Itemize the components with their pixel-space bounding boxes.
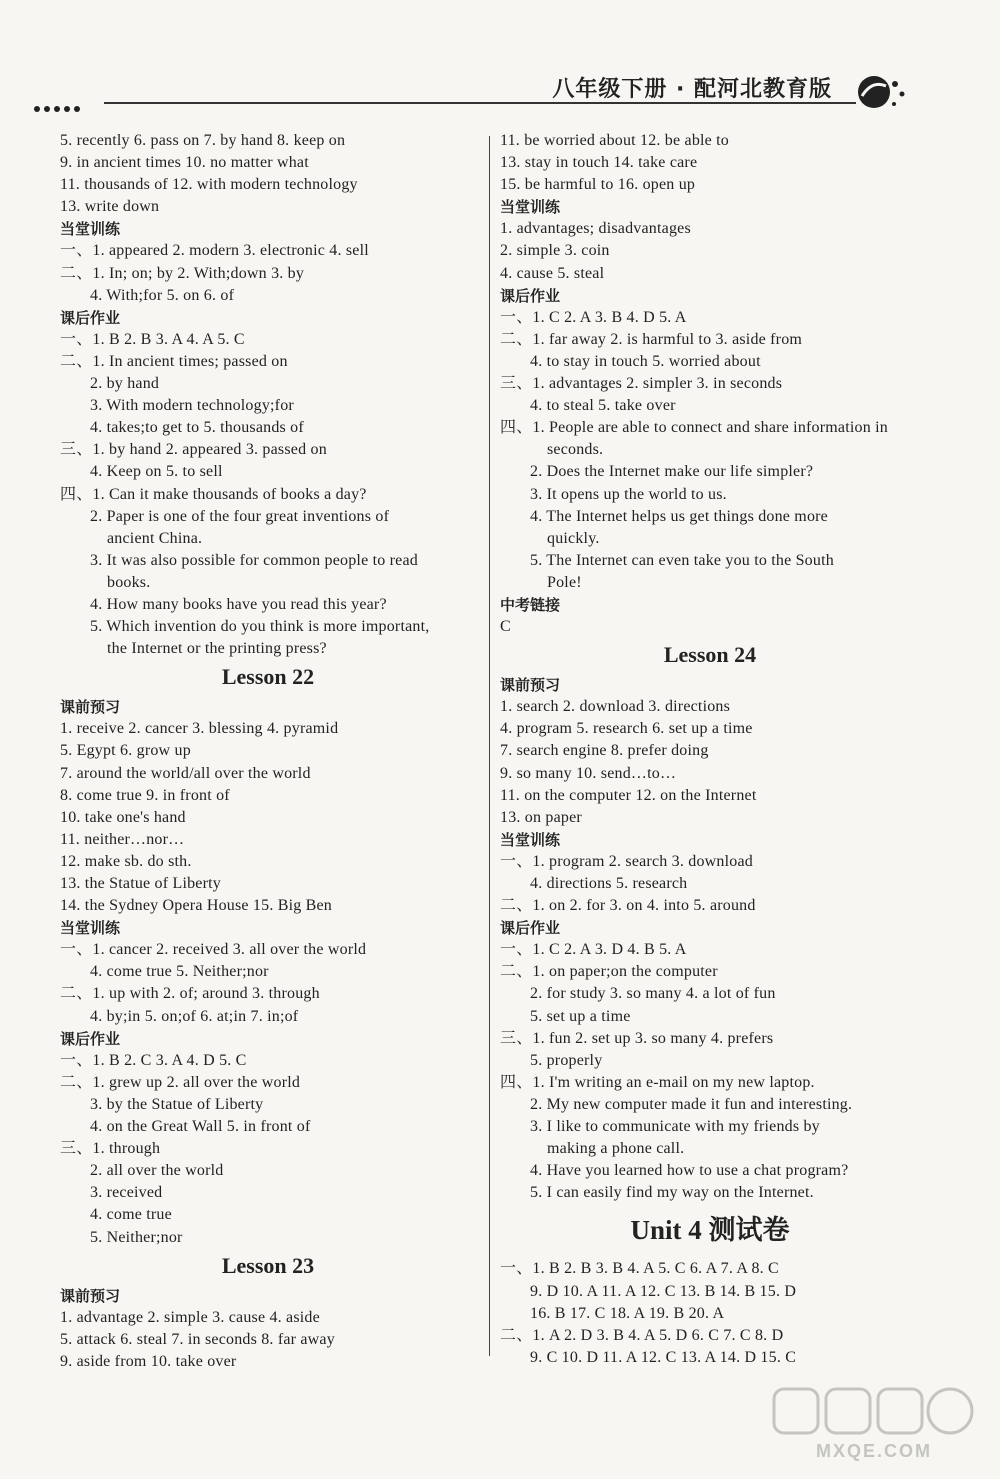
answer-line: 1. search 2. download 3. directions xyxy=(500,698,731,716)
answer-line: 4. Have you learned how to use a chat program? xyxy=(530,1162,849,1180)
answer-line: 13. the Statue of Liberty xyxy=(60,875,221,892)
answer-line: 2. My new computer made it fun and interesting. xyxy=(530,1095,853,1113)
answer-line: 2. Does the Internet make our life simpler? xyxy=(530,463,814,481)
answer-line: 4. directions 5. research xyxy=(530,875,688,892)
header-logo-icon xyxy=(852,70,912,112)
section-heading: 课后作业 xyxy=(60,308,121,327)
answer-line: Pole! xyxy=(547,573,582,591)
answer-line: 4. come true 5. Neither;nor xyxy=(90,963,269,981)
answer-line: 一、1. appeared 2. modern 3. electronic 4. sell xyxy=(60,242,369,260)
answer-line: 9. aside from 10. take over xyxy=(60,1352,237,1370)
section-heading: 当堂训练 xyxy=(60,919,121,938)
answer-line: 4. cause 5. steal xyxy=(500,264,605,282)
svg-text:MXQE.COM: MXQE.COM xyxy=(815,1441,933,1461)
answer-line: 四、1. Can it make thousands of books a day? xyxy=(60,485,367,503)
header-dots xyxy=(34,99,84,117)
section-heading: 课前预习 xyxy=(60,698,121,717)
answer-line: 4. The Internet helps us get things done more xyxy=(530,507,828,525)
answer-line: 二、1. on 2. for 3. on 4. into 5. around xyxy=(500,897,756,915)
answer-line: 一、1. B 2. C 3. A 4. D 5. C xyxy=(60,1051,247,1069)
answer-line: books. xyxy=(107,573,151,591)
answer-line: 二、1. far away 2. is harmful to 3. aside from xyxy=(500,330,803,348)
answer-line: 2. Paper is one of the four great inventions of xyxy=(90,507,390,525)
answer-line: 4. program 5. research 6. set up a time xyxy=(500,720,753,738)
answer-line: 1. advantages; disadvantages xyxy=(500,220,691,238)
header-rule xyxy=(104,102,856,104)
left-column xyxy=(60,130,476,1373)
answer-line: 二、1. A 2. D 3. B 4. A 5. D 6. C 7. C 8. D xyxy=(500,1326,784,1344)
answer-line: 4. to steal 5. take over xyxy=(530,397,676,415)
section-heading: 课前预习 xyxy=(500,676,561,695)
answer-line: 9. D 10. A 11. A 12. C 13. B 14. B 15. D xyxy=(530,1282,797,1300)
answer-line: 5. The Internet can even take you to the South xyxy=(530,551,834,569)
section-heading: 当堂训练 xyxy=(60,220,121,239)
answer-line: 13. stay in touch 14. take care xyxy=(500,154,698,172)
answer-line: 三、1. fun 2. set up 3. so many 4. prefers xyxy=(500,1029,774,1047)
answer-line: 2. all over the world xyxy=(90,1162,224,1180)
answer-line: 一、1. C 2. A 3. D 4. B 5. A xyxy=(500,941,687,959)
answer-line: 2. by hand xyxy=(90,375,160,393)
answer-line: ancient China. xyxy=(107,529,203,547)
lesson-title: Lesson 22 xyxy=(221,664,315,690)
answer-line: 一、1. B 2. B 3. B 4. A 5. C 6. A 7. A 8. C xyxy=(500,1260,779,1278)
answer-line: 二、1. In; on; by 2. With;down 3. by xyxy=(60,264,305,282)
answer-line: 1. receive 2. cancer 3. blessing 4. pyramid xyxy=(60,720,339,738)
answer-line: 四、1. People are able to connect and share information in xyxy=(500,419,888,437)
answer-line: 4. on the Great Wall 5. in front of xyxy=(90,1118,311,1136)
answer-line: 10. take one's hand xyxy=(60,808,186,826)
answer-line: 7. search engine 8. prefer doing xyxy=(500,742,709,760)
answer-line: 4. by;in 5. on;of 6. at;in 7. in;of xyxy=(90,1007,299,1025)
answer-line: 5. recently 6. pass on 7. by hand 8. keep on xyxy=(60,132,346,149)
answer-line: 二、1. up with 2. of; around 3. through xyxy=(60,985,320,1003)
answer-line: 5. attack 6. steal 7. in seconds 8. far away xyxy=(60,1330,335,1348)
section-heading: 课后作业 xyxy=(500,919,561,938)
lesson-title: Lesson 23 xyxy=(221,1252,315,1278)
section-heading: 中考链接 xyxy=(500,595,561,614)
answer-line: 8. come true 9. in front of xyxy=(60,786,230,804)
answer-line: 5. set up a time xyxy=(530,1007,631,1025)
answer-line: 一、1. B 2. B 3. A 4. A 5. C xyxy=(60,330,245,348)
answer-line: 5. Neither;nor xyxy=(90,1228,183,1246)
answer-line: 一、1. program 2. search 3. download xyxy=(500,852,753,870)
answer-line: 11. neither…nor… xyxy=(60,830,185,848)
answer-line: 9. so many 10. send…to… xyxy=(500,764,677,782)
answer-line: 3. With modern technology;for xyxy=(90,397,294,415)
answer-line: 4. takes;to get to 5. thousands of xyxy=(90,419,304,437)
answer-line: 二、1. grew up 2. all over the world xyxy=(60,1073,301,1091)
answer-line: 11. on the computer 12. on the Internet xyxy=(500,786,757,804)
answer-line: 13. write down xyxy=(60,198,160,216)
answer-line: 14. the Sydney Opera House 15. Big Ben xyxy=(60,897,333,915)
answer-line: seconds. xyxy=(547,441,604,459)
answer-line: C xyxy=(500,618,511,636)
answer-line: 4. to stay in touch 5. worried about xyxy=(530,352,761,370)
page-header-title: 八年级下册 · 配河北教育版 xyxy=(552,77,832,102)
answer-line: 4. come true xyxy=(90,1206,172,1224)
answer-line: 1. advantage 2. simple 3. cause 4. aside xyxy=(60,1308,320,1326)
answer-line: 5. Which invention do you think is more important, xyxy=(90,618,430,636)
answer-line: quickly. xyxy=(547,529,600,547)
answer-line: 13. on paper xyxy=(500,808,582,826)
section-heading: 课后作业 xyxy=(60,1029,121,1048)
section-heading: 课前预习 xyxy=(60,1286,121,1305)
answer-line: 12. make sb. do sth. xyxy=(60,852,192,870)
answer-line: 一、1. C 2. A 3. B 4. D 5. A xyxy=(500,308,687,326)
answer-line: 二、1. In ancient times; passed on xyxy=(60,352,288,370)
answer-line: 3. by the Statue of Liberty xyxy=(90,1095,264,1113)
answer-line: 4. Keep on 5. to sell xyxy=(90,463,223,481)
answer-line: 一、1. cancer 2. received 3. all over the world xyxy=(60,941,367,959)
answer-line: 9. C 10. D 11. A 12. C 13. A 14. D 15. C xyxy=(530,1348,797,1366)
answer-line: 11. be worried about 12. be able to xyxy=(500,132,730,149)
section-heading: 当堂训练 xyxy=(500,198,561,217)
answer-line: 3. It was also possible for common people to read xyxy=(90,551,418,569)
answer-line: 4. With;for 5. on 6. of xyxy=(90,286,235,304)
answer-line: 三、1. advantages 2. simpler 3. in seconds xyxy=(500,375,783,393)
answer-line: 3. It opens up the world to us. xyxy=(530,485,727,503)
answer-line: 15. be harmful to 16. open up xyxy=(500,176,696,194)
answer-line: making a phone call. xyxy=(547,1140,685,1158)
answer-line: 二、1. on paper;on the computer xyxy=(500,963,718,981)
answer-line: 16. B 17. C 18. A 19. B 20. A xyxy=(530,1304,725,1322)
answer-line: 7. around the world/all over the world xyxy=(60,764,311,782)
answer-line: 3. received xyxy=(90,1184,163,1202)
answer-line: 11. thousands of 12. with modern technology xyxy=(60,176,358,194)
answer-line: 三、1. by hand 2. appeared 3. passed on xyxy=(60,441,327,459)
answer-line: 2. for study 3. so many 4. a lot of fun xyxy=(530,985,776,1003)
section-heading: 当堂训练 xyxy=(500,830,561,849)
answer-line: the Internet or the printing press? xyxy=(107,640,327,658)
answer-line: 2. simple 3. coin xyxy=(500,242,610,260)
answer-line: 3. I like to communicate with my friends by xyxy=(530,1118,820,1136)
answer-line: 三、1. through xyxy=(60,1140,161,1158)
watermark-logo xyxy=(770,1385,980,1465)
section-heading: 课后作业 xyxy=(500,286,561,305)
answer-line: 4. How many books have you read this year? xyxy=(90,595,387,613)
column-divider xyxy=(489,136,490,1356)
answer-line: 5. I can easily find my way on the Internet. xyxy=(530,1184,814,1202)
answer-line: 5. Egypt 6. grow up xyxy=(60,742,191,760)
lesson-title: Lesson 24 xyxy=(663,642,757,668)
answer-line: 四、1. I'm writing an e-mail on my new laptop. xyxy=(500,1073,815,1091)
right-column xyxy=(500,130,920,1369)
unit-test-title: Unit 4 测试卷 xyxy=(630,1215,790,1246)
answer-line: 5. properly xyxy=(530,1051,603,1069)
answer-line: 9. in ancient times 10. no matter what xyxy=(60,154,309,172)
